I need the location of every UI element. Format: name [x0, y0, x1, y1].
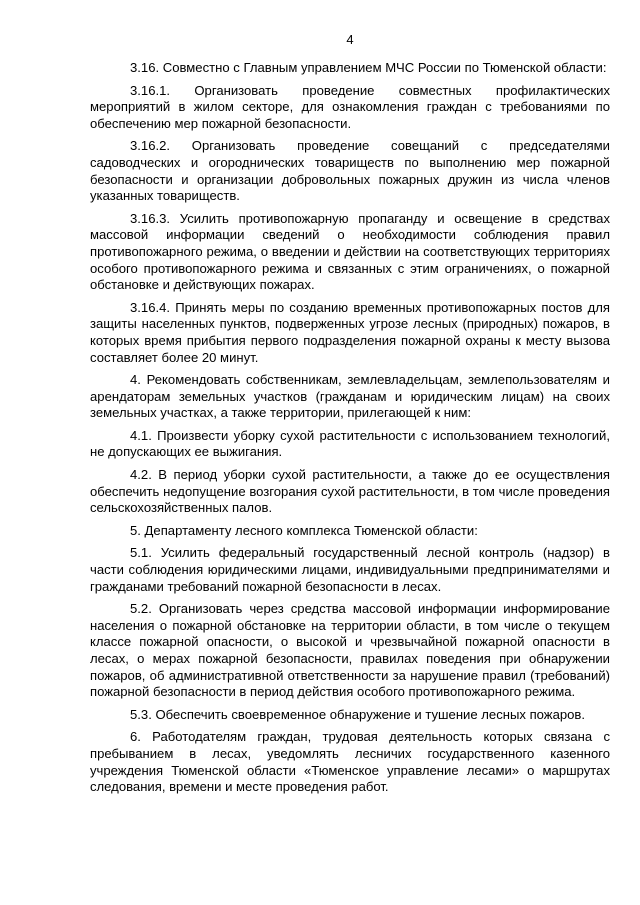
page-number: 4	[346, 32, 354, 47]
paragraph-6: 6. Работодателям граждан, трудовая деятельность которых связана с пребыванием в лесах, уведомлять лесничих государственного казенного учреждения Тюменской области «Тюменское управление лесами» о маршрутах следования, времени и месте проведения работ.	[90, 729, 610, 795]
paragraph-5-3: 5.3. Обеспечить своевременное обнаружение и тушение лесных пожаров.	[130, 706, 586, 722]
paragraph-3-16-2: 3.16.2. Организовать проведение совещаний с председателями садоводческих и огороднических товариществ по выполнению мер пожарной безопасности и организации добровольных пожарных дружин из числа членов указанных товариществ.	[90, 138, 610, 204]
paragraph-5-1: 5.1. Усилить федеральный государственный лесной контроль (надзор) в части соблюдения юридическими лицами, индивидуальными предпринимателями и гражданами требований пожарной безопасности в лесах.	[90, 545, 610, 594]
document-body	[90, 60, 610, 802]
paragraph-4-2: 4.2. В период уборки сухой растительности, а также до ее осуществления обеспечить недопущение возгорания сухой растительности, в том числе проведения сельскохозяйственных палов.	[90, 467, 610, 516]
paragraph-3-16-1: 3.16.1. Организовать проведение совместных профилактических мероприятий в жилом секторе, для ознакомления граждан с требованиями по обеспечению мер пожарной безопасности.	[90, 82, 610, 131]
paragraph-3-16: 3.16. Совместно с Главным управлением МЧС России по Тюменской области:	[130, 60, 607, 75]
paragraph-5: 5. Департаменту лесного комплекса Тюменской области:	[130, 522, 478, 538]
paragraph-5-2: 5.2. Организовать через средства массовой информации информирование населения о пожарной обстановке на территории области, в том числе о текущем классе пожарной опасности, о высокой и чрезвычайной пожарной опасности в лесах, о мерах пожарной безопасности, правилах поведения при обнаружении пожаров, об административной ответственности за нарушение правил (требований) пожарной безопасности в период действия особого противопожарного режима.	[90, 601, 610, 700]
paragraph-3-16-4: 3.16.4. Принять меры по созданию временных противопожарных постов для защиты населенных пунктов, подверженных угрозе лесных (природных) пожаров, в которых время прибытия первого подразделения пожарной охраны к месту вызова составляет более 20 минут.	[90, 299, 610, 365]
paragraph-4: 4. Рекомендовать собственникам, землевладельцам, землепользователям и арендаторам земельных участков (гражданам и юридическим лицам) на своих земельных участках, а также территории, прилегающей к ним:	[90, 372, 610, 421]
paragraph-4-1: 4.1. Произвести уборку сухой растительности с использованием технологий, не допускающих ее выжигания.	[90, 427, 610, 460]
paragraph-3-16-3: 3.16.3. Усилить противопожарную пропаганду и освещение в средствах массовой информации сведений о необходимости соблюдения правил противопожарного режима, о введении и действии на соответствующих территориях особого противопожарного режима и связанных с этим ограничениях, о пожарной обстановке и действующих пожарах.	[90, 210, 610, 293]
